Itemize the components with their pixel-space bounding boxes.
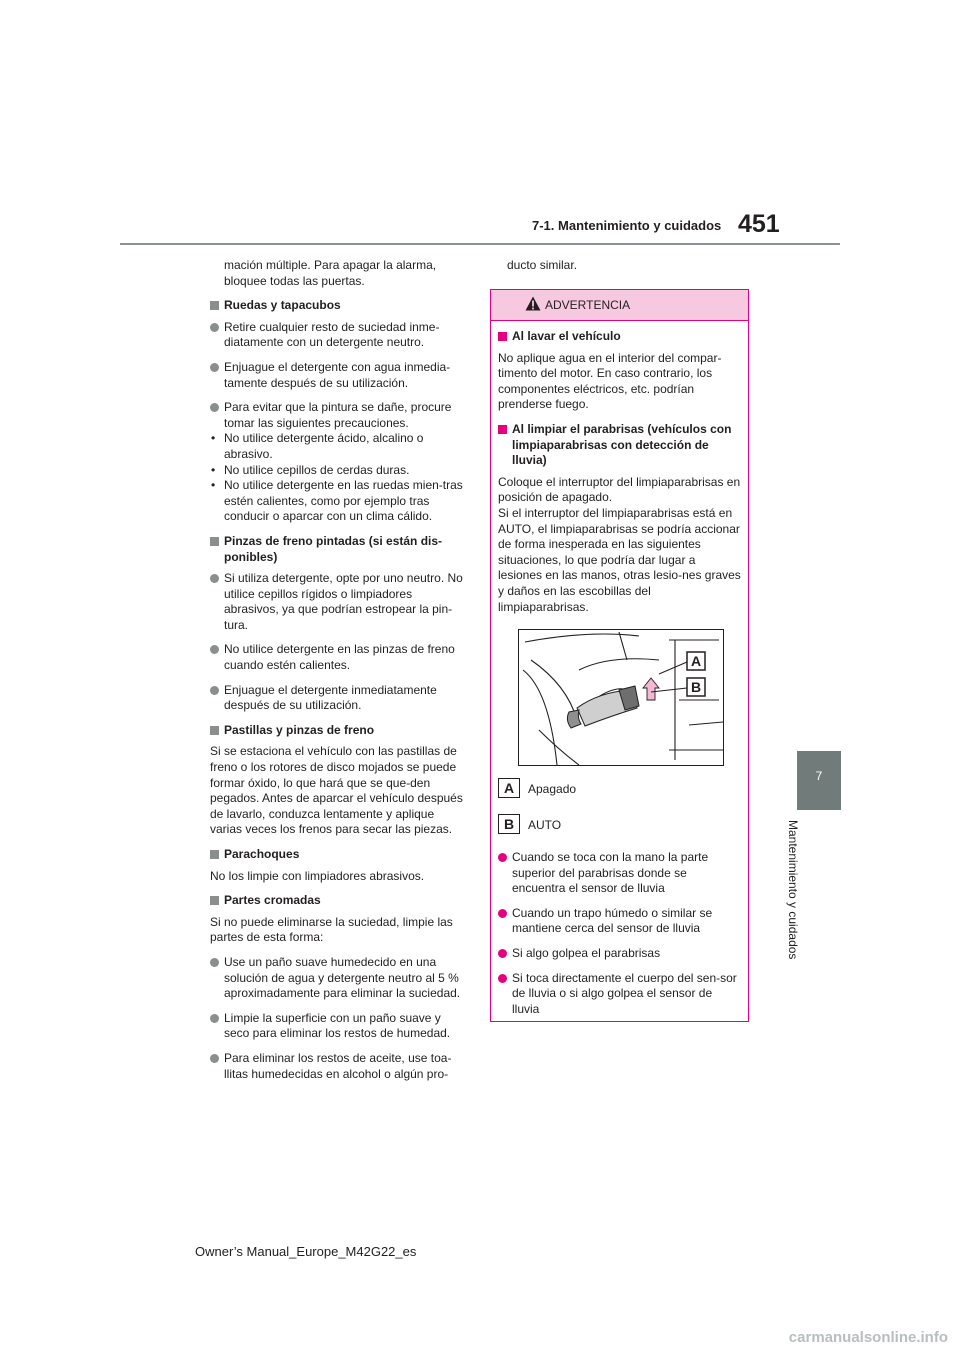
bullet-item: Retire cualquier resto de suciedad inme-diatamente con un detergente neutro. bbox=[210, 320, 468, 351]
legend-off bbox=[498, 778, 742, 800]
legend-auto bbox=[498, 814, 742, 836]
heading-wheels: Ruedas y tapacubos bbox=[210, 298, 468, 314]
figure-label-a: A bbox=[690, 653, 702, 670]
bullet-text: Para evitar que la pintura se dañe, procure tomar las siguientes precauciones. bbox=[224, 400, 452, 430]
bullet-item: Para eliminar los restos de aceite, use toa-llitas humedecidas en alcohol o algún pro- bbox=[210, 1051, 468, 1082]
legend-text-a: Apagado bbox=[528, 782, 577, 797]
warning-title: ADVERTENCIA bbox=[545, 298, 631, 312]
bullet-item bbox=[210, 400, 468, 431]
legend-key-a: A bbox=[498, 778, 520, 798]
warning-triangle-icon bbox=[525, 296, 541, 311]
paragraph: No los limpie con limpiadores abrasivos. bbox=[210, 868, 425, 883]
bullet-item: Use un paño suave humedecido en una solución de agua y detergente neutro al 5 % aproximadamente para eliminar la suciedad. bbox=[210, 955, 468, 1002]
legend-text-b: AUTO bbox=[528, 818, 562, 833]
page-number: 451 bbox=[738, 210, 780, 238]
paragraph: Si se estaciona el vehículo con las pastillas de freno o los rotores de disco mojados se puede formar óxido, lo que hará que se que-den pegados. Antes de aparcar el vehículo después de lavarlo, conduzca lentamente y aplique varias veces los frenos para secar las piezas. bbox=[210, 744, 463, 837]
warning-bullet: Si algo golpea el parabrisas bbox=[498, 946, 742, 962]
bullet-item: Si utiliza detergente, opte por uno neutro. No utilice cepillos rígidos o limpiadores abrasivos, ya que podrían estropear la pin-tura. bbox=[210, 571, 468, 633]
bullet-item: No utilice detergente en las pinzas de freno cuando estén calientes. bbox=[210, 642, 468, 673]
section-title: 7-1. Mantenimiento y cuidados bbox=[532, 218, 722, 233]
heading-bumpers: Parachoques bbox=[210, 847, 468, 863]
legend-key-b: B bbox=[498, 814, 520, 834]
continued-text-right: ducto similar. bbox=[507, 258, 578, 272]
footer-doc-id: Owner’s Manual_Europe_M42G22_es bbox=[195, 1244, 417, 1259]
figure-label-b: B bbox=[690, 679, 702, 696]
chapter-number: 7 bbox=[815, 769, 823, 783]
warning-body bbox=[491, 321, 748, 1017]
dash-item: • No utilice cepillos de cerdas duras. bbox=[210, 463, 468, 479]
chapter-tab bbox=[797, 751, 841, 810]
bullet-item: Limpie la superficie con un paño suave y seco para eliminar los restos de humedad. bbox=[210, 1011, 468, 1042]
chapter-label-text: Mantenimiento y cuidados bbox=[786, 820, 800, 960]
header-rule bbox=[120, 243, 840, 245]
dash-item: • No utilice detergente ácido, alcalino o abrasivo. bbox=[210, 431, 468, 462]
heading-chrome: Partes cromadas bbox=[210, 893, 468, 909]
warning-bullet: Cuando un trapo húmedo o similar se mantiene cerca del sensor de lluvia bbox=[498, 906, 742, 937]
warning-heading-windshield: Al limpiar el parabrisas (vehículos con limpiaparabrisas con detección de lluvia) bbox=[498, 422, 742, 469]
warning-bullet: Cuando se toca con la mano la parte superior del parabrisas donde se encuentra el sensor de lluvia bbox=[498, 850, 742, 897]
dash-item: • No utilice detergente en las ruedas mien-tras estén calientes, como por ejemplo tras conducir o aparcar con un clima cálido. bbox=[210, 478, 468, 525]
paragraph: Si no puede eliminarse la suciedad, limpie las partes de esta forma: bbox=[210, 914, 453, 945]
warning-paragraph: Coloque el interruptor del limpiaparabrisas en posición de apagado. bbox=[498, 474, 741, 505]
warning-box bbox=[490, 289, 749, 1022]
heading-brake-pads: Pastillas y pinzas de freno bbox=[210, 723, 468, 739]
warning-bullet: Si toca directamente el cuerpo del sen-sor de lluvia o si algo golpea el sensor de lluvia bbox=[498, 971, 742, 1018]
bullet-item: Enjuague el detergente con agua inmedia-tamente después de su utilización. bbox=[210, 360, 468, 391]
warning-paragraph: Si el interruptor del limpiaparabrisas está en AUTO, el limpiaparabrisas se podría accionar de forma inesperada en las siguientes situaciones, lo que podría dar lugar a lesiones en las manos, otras lesio-nes graves y daños en las escobillas del limpiaparabrisas. bbox=[498, 505, 741, 614]
chapter-label bbox=[785, 820, 805, 980]
bullet-item: Enjuague el detergente inmediatamente después de su utilización. bbox=[210, 683, 468, 714]
warning-paragraph: No aplique agua en el interior del compar-timento del motor. En caso contrario, los componentes eléctricos, etc. podrían prenderse fuego. bbox=[498, 350, 722, 412]
left-column bbox=[210, 258, 468, 1091]
watermark: carmanualsonline.info bbox=[788, 1329, 948, 1346]
wiper-switch-illustration-icon bbox=[519, 630, 723, 765]
continued-text: mación múltiple. Para apagar la alarma, bloquee todas las puertas. bbox=[224, 258, 437, 288]
heading-brake-calipers: Pinzas de freno pintadas (si están dis-ponibles) bbox=[210, 534, 468, 565]
warning-heading-washing: Al lavar el vehículo bbox=[498, 329, 742, 345]
warning-header bbox=[491, 290, 748, 321]
wiper-switch-figure bbox=[518, 629, 724, 766]
